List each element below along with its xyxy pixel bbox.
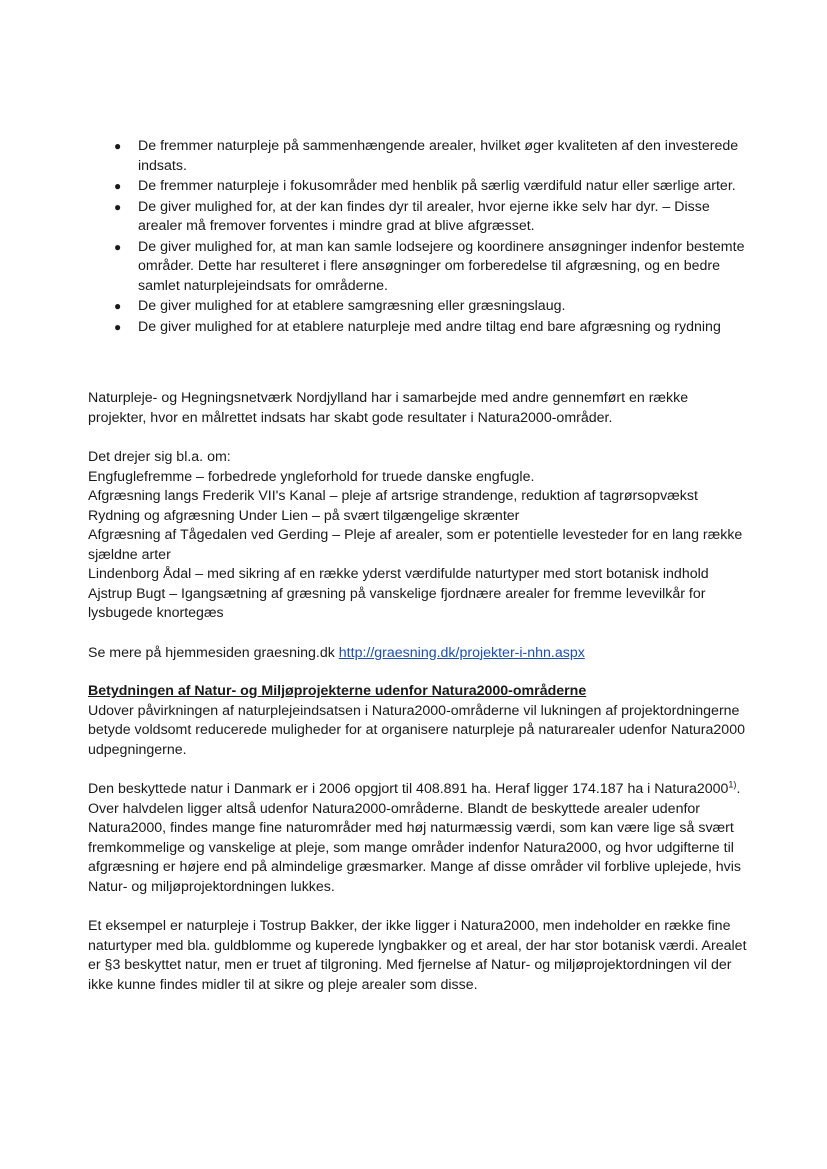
bullet-icon: ● bbox=[114, 299, 122, 313]
projects-section bbox=[88, 389, 748, 663]
bullet-icon: ● bbox=[114, 199, 122, 214]
project-item: Ajstrup Bugt – Igangsætning af græsning på vanskelige fjordnære arealer for fremme levevilkår for lysbugede knortegæs bbox=[88, 585, 706, 621]
bullet-icon: ● bbox=[114, 319, 122, 334]
see-more-text: Se mere på hjemmesiden graesning.dk bbox=[88, 644, 335, 661]
section-paragraph: Et eksempel er naturpleje i Tostrup Bakker, der ikke ligger i Natura2000, men indeholder en række fine naturtyper med bla. guldblomme og kuperede lyngbakker og et areal, der har stor botanisk værdi. Arealet er §3 beskyttet natur, men er truet af tilgroning. Med fjernelse af Natur- og miljøprojektordningen vil der ikke kunne findes midler til at sikre og pleje arealer som disse. bbox=[88, 918, 747, 993]
benefits-bullet-list bbox=[112, 137, 752, 338]
bullet-item bbox=[112, 318, 752, 338]
bullet-text: De giver mulighed for, at man kan samle lodsejere og koordinere ansøgninger indenfor bestemte områder. Dette har resulteret i flere ansøgninger om forberedelse til afgræsning, og en bedre samlet naturplejeindsats for områderne. bbox=[138, 238, 745, 294]
project-item: Engfuglefremme – forbedrede yngleforhold for truede danske engfugle. bbox=[88, 468, 535, 485]
paragraph-text-start: Den beskyttede natur i Danmark er i 2006 opgjort til 408.891 ha. Heraf ligger 174.187 ha i Natura2000 bbox=[88, 781, 729, 797]
footnote-mark: 1) bbox=[728, 779, 737, 790]
bullet-item bbox=[112, 297, 752, 317]
section-paragraph: Udover påvirkningen af naturplejeindsatsen i Natura2000-områderne vil lukningen af projektordningerne betyde voldsomt reducerede muligheder for at organisere naturpleje på naturarealer udenfor Natura2000 udpegningerne. bbox=[88, 702, 745, 758]
bullet-item bbox=[112, 137, 752, 176]
project-item: Afgræsning af Tågedalen ved Gerding – Pleje af arealer, som er potentielle levesteder for en lang række sjældne arter bbox=[88, 527, 743, 563]
bullet-icon: ● bbox=[114, 139, 122, 153]
project-item: Lindenborg Ådal – med sikring af en række yderst værdifulde naturtyper med stort botanisk indhold bbox=[88, 566, 709, 582]
section-paragraph bbox=[88, 780, 748, 897]
bullet-text: De fremmer naturpleje på sammenhængende arealer, hvilket øger kvaliteten af den investerede indsats. bbox=[138, 138, 739, 174]
intro-paragraph: Naturpleje- og Hegningsnetværk Nordjylland har i samarbejde med andre gennemført en række projekter, hvor en målrettet indsats har skabt gode resultater i Natura2000-områder. bbox=[88, 390, 689, 426]
bullet-icon: ● bbox=[114, 239, 122, 254]
bullet-text: De fremmer naturpleje i fokusområder med henblik på særlig værdifuld natur eller særlige arter. bbox=[138, 178, 736, 194]
see-more-line bbox=[88, 644, 748, 664]
project-item: Afgræsning langs Frederik VII's Kanal – pleje af artsrige strandenge, reduktion af tagrørsopvækst bbox=[88, 488, 698, 504]
section-heading: Betydningen af Natur- og Miljøprojekterne udenfor Natura2000-områderne bbox=[88, 683, 587, 699]
bullet-item bbox=[112, 177, 752, 197]
bullet-text: De giver mulighed for at etablere samgræsning eller græsningslaug. bbox=[138, 298, 566, 314]
paragraph-text-end: . Over halvdelen ligger altså udenfor Natura2000-områderne. Blandt de beskyttede arealer udenfor Natura2000, findes mange fine naturområder med høj naturmæssig værdi, som kan være lige så svært fremkommelige og vanskelige at pleje, som mange områder indenfor Natura2000, og hvor udgifterne til afgræsning er højere end på almindelige græsmarker. Mange af disse områder vil forblive uplejede, hvis Natur- og miljøprojektordningen lukkes. bbox=[88, 781, 741, 895]
projects-link[interactable]: http://graesning.dk/projekter-i-nhn.aspx bbox=[338, 644, 585, 661]
impact-section bbox=[88, 682, 748, 995]
bullet-item bbox=[112, 238, 752, 297]
bullet-text: De giver mulighed for at etablere naturpleje med andre tiltag end bare afgræsning og rydning bbox=[138, 318, 721, 335]
bullet-item bbox=[112, 198, 752, 237]
projects-intro: Det drejer sig bl.a. om: bbox=[88, 449, 231, 465]
project-item: Rydning og afgræsning Under Lien – på svært tilgængelige skrænter bbox=[88, 507, 520, 524]
bullet-icon: ● bbox=[114, 179, 122, 193]
bullet-text: De giver mulighed for, at der kan findes dyr til arealer, hvor ejerne ikke selv har dyr. – Disse arealer må fremover forventes i mindre grad at blive afgræsset. bbox=[138, 198, 710, 234]
